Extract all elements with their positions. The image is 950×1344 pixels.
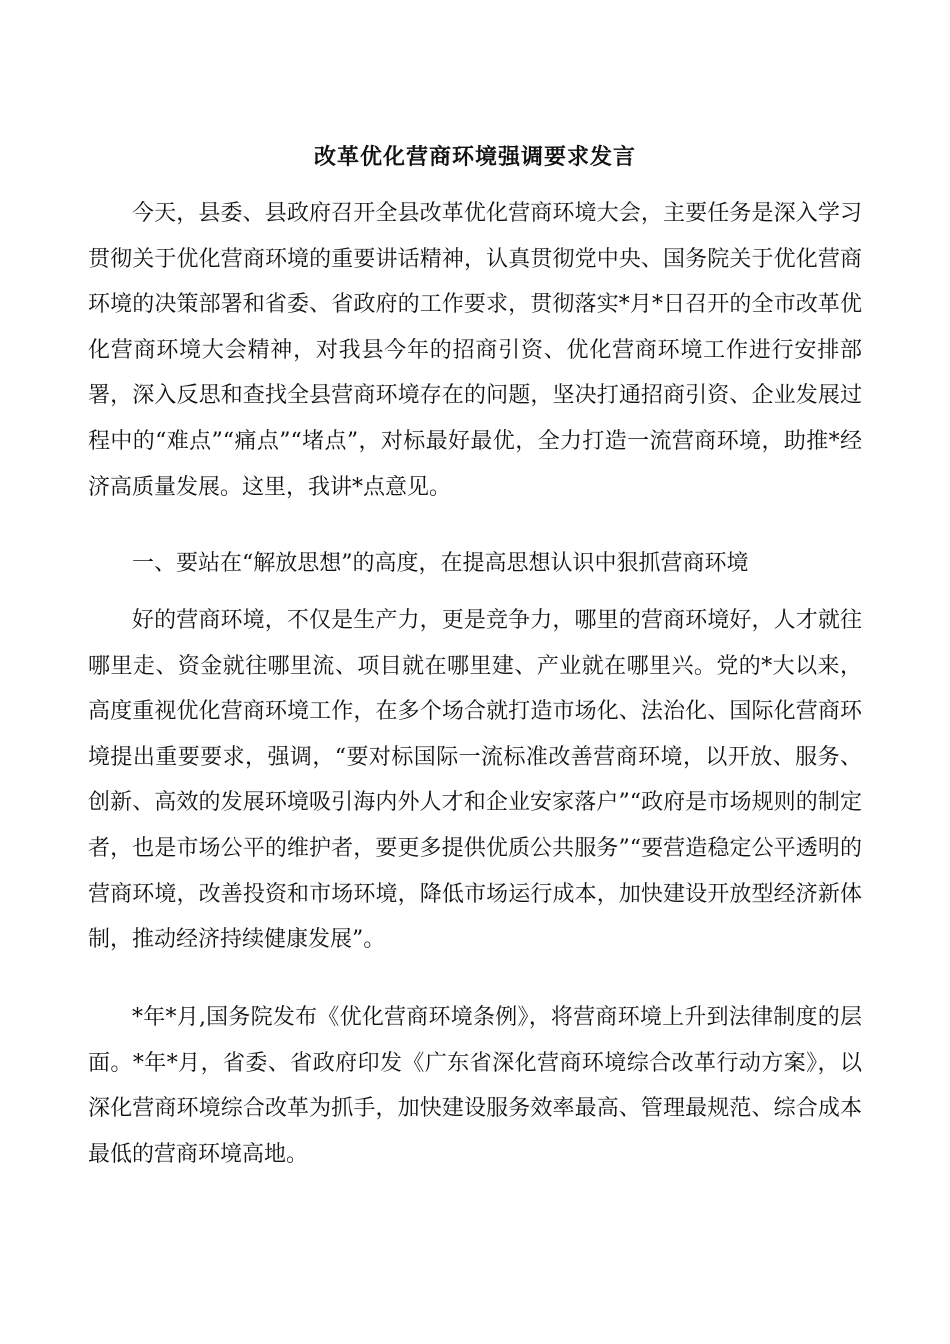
section-heading-1: 一、要站在“解放思想”的高度，在提高思想认识中狠抓营商环境 bbox=[132, 551, 749, 576]
paragraph-business-environment: 好的营商环境，不仅是生产力，更是竞争力，哪里的营商环境好，人才就往哪里走、资金就往哪里流、项目就在哪里建、产业就在哪里兴。党的*大以来，高度重视优化营商环境工作，在多个场合就打造市场化、法治化、国际化营商环境提出重要要求，强调，“要对标国际一流标准改善营商环境，以开放、服务、创新、高效的发展环境吸引海内外人才和企业安家落户”“政府是市场规则的制定者，也是市场公平的维护者，要更多提供优质公共服务”“要营造稳定公平透明的营商环境，改善投资和市场环境，降低市场运行成本，加快建设开放型经济新体制，推动经济持续健康发展”。 bbox=[88, 608, 862, 953]
document-title: 改革优化营商环境强调要求发言 bbox=[313, 144, 636, 170]
paragraph-regulations: *年*月,国务院发布《优化营商环境条例》，将营商环境上升到法律制度的层面。*年*月，省委、省政府印发《广东省深化营商环境综合改革行动方案》，以深化营商环境综合改革为抓手，加快建设服务效率最高、管理最规范、综合成本最低的营商环境高地。 bbox=[88, 1005, 862, 1167]
paragraph-intro: 今天，县委、县政府召开全县改革优化营商环境大会，主要任务是深入学习贯彻关于优化营商环境的重要讲话精神，认真贯彻党中央、国务院关于优化营商环境的决策部署和省委、省政府的工作要求，贯彻落实*月*日召开的全市改革优化营商环境大会精神，对我县今年的招商引资、优化营商环境工作进行安排部署，深入反思和查找全县营商环境存在的问题，坚决打通招商引资、企业发展过程中的“难点”“痛点”“堵点”，对标最好最优，全力打造一流营商环境，助推*经济高质量发展。这里，我讲*点意见。 bbox=[88, 201, 862, 500]
